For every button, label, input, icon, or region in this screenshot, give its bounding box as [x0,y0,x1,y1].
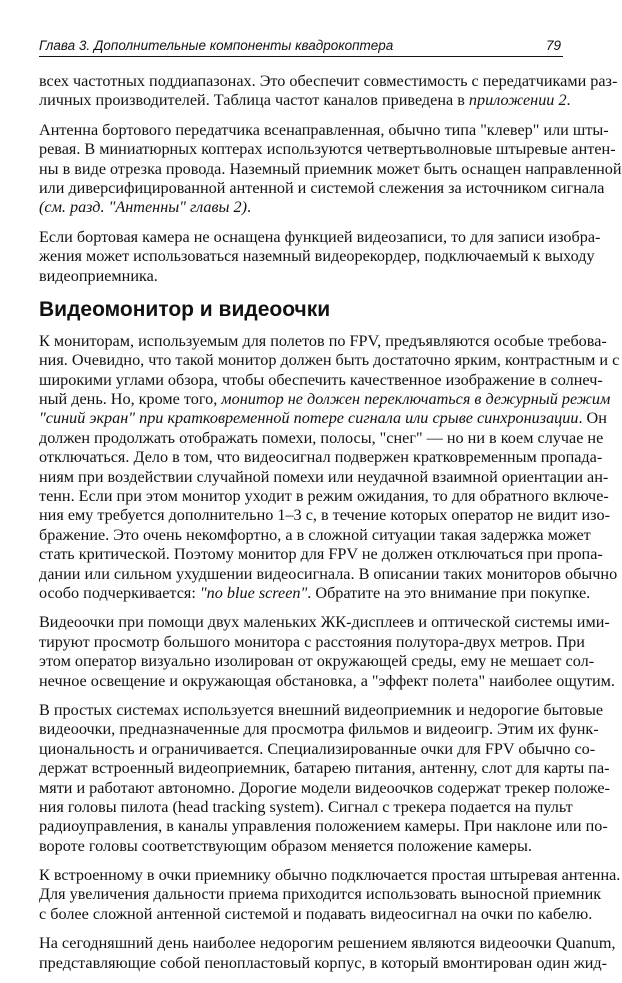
text-line [39,390,611,409]
text-segment: ния ему требуется дополнительно 1–3 с, в течение которых оператор не видит изо- [39,506,610,525]
text-line [39,700,604,720]
text-line [39,247,595,266]
text-line [39,797,573,817]
italic-text: монитор не должен переключаться в дежурный режим [221,390,611,409]
text-segment: этом оператор визуально изолирован от окружающей среды, ему не мешает сол- [39,652,595,671]
text-line [39,487,609,506]
paragraph [39,934,616,973]
italic-text: "no blue screen" [199,583,308,602]
page-body [39,72,622,983]
text-segment: ревая. В миниатюрных коптерах используются четвертьволновые штыревые антен- [39,140,616,159]
text-segment: ны в виде отрезка провода. Наземный приемник может быть оснащен направленной [39,159,622,178]
text-line [39,652,595,671]
text-line [39,671,615,691]
text-segment: В простых системах используется внешний видеоприемник и недорогие бытовые [39,700,604,719]
text-segment: особо подчеркивается: [39,583,200,602]
text-segment: вороте головы соответствующим образом меняется положение камеры. [39,836,532,855]
text-segment: жения может использоваться наземный видеорекордер, подключаемый к выходу [39,247,595,266]
text-line [39,91,571,110]
text-line [39,159,622,179]
text-segment: широкими углами обзора, чтобы обеспечить качественное изображение в солнеч- [39,370,603,389]
text-segment: . Он [578,409,607,428]
text-line [39,140,616,159]
text-segment: личных производителей. Таблица частот каналов приведена в [39,91,469,110]
text-segment: ния головы пилота (head tracking system). Сигнал с трекера подается на пульт [39,797,573,816]
text-line [39,720,599,739]
italic-text: (см. разд. "Антенны" главы 2) [39,198,248,217]
text-line [39,778,610,798]
text-line [39,370,603,390]
text-segment: бражение. Это очень некомфортно, а в сложной ситуации такая задержка может [39,525,591,544]
paragraph [39,331,620,603]
text-line [39,506,610,525]
text-segment: видеоприемника. [39,266,158,285]
text-segment: с более сложной антенной системой и подавать видеосигнал на очки по кабелю. [39,904,593,923]
text-line [39,759,610,778]
paragraph [39,700,610,856]
text-segment: циональность и ограничивается. Специализированные очки для FPV обычно со- [39,739,596,758]
section-heading: Видеомонитор и видеоочки [39,297,331,321]
text-line [39,545,603,564]
italic-text: приложении 2 [468,91,567,110]
paragraph [39,866,621,924]
text-segment: Если бортовая камера не оснащена функцией видеозаписи, то для записи изобра- [39,227,601,246]
text-line [39,904,593,924]
text-segment: или диверсифицированной антенной и системой слежения за источником сигнала [39,178,605,197]
text-line [39,120,609,140]
text-segment: Видеоочки при помощи двух маленьких ЖК-дисплеев и оптической системы ими- [39,613,610,632]
text-line [39,837,563,856]
text-line [39,72,618,91]
text-segment: . [247,198,252,217]
text-line [39,632,585,652]
text-segment: стать критической. Поэтому монитор для FPV не должен отключаться при пропа- [39,545,603,564]
text-line [39,331,607,351]
text-segment: ный день. Но, кроме того, [39,390,222,409]
text-line [39,866,621,885]
text-segment: видеоочки, предназначенные для просмотра фильмов и видеоигр. Этим их функ- [39,720,599,739]
text-segment: На сегодняшний день наиболее недорогим решением являются видеоочки Quanum, [39,934,616,953]
chapter-title: Глава 3. Дополнительные компоненты квадрокоптера [39,38,394,53]
text-line [39,613,610,632]
text-segment: всех частотных поддиапазонах. Это обеспечит совместимость с передатчиками раз- [39,72,618,90]
text-line [39,885,602,904]
text-line [39,428,604,448]
text-segment: держат встроенный видеоприемник, батарею питания, антенну, слот для карты па- [39,759,610,778]
text-line [39,467,609,487]
text-segment: отключаться. Дело в том, что видеосигнал подвержен кратковременным пропада- [39,448,603,467]
text-segment: . [566,91,571,110]
text-line [39,351,620,370]
text-line [39,448,603,467]
text-segment: ния. Очевидно, что такой монитор должен быть достаточно ярким, контрастным и с [39,351,620,370]
text-line [39,583,591,603]
text-segment: дании или сильном ухудшении видеосигнала. В описании таких мониторов обычно [39,564,618,583]
text-segment: Для увеличения дальности приема приходится использовать выносной приемник [39,885,602,904]
text-segment: радиоуправления, в каналы управления положением камеры. При наклоне или по- [39,817,608,836]
text-segment: ниям при воздействии случайной помехи или неудачной взаимной ориентации ан- [39,467,609,486]
page-number: 79 [545,38,561,53]
text-segment: К встроенному в очки приемнику обычно подключается простая штыревая антенна. [39,866,621,885]
text-segment: Антенна бортового передатчика всенаправленная, обычно типа "клевер" или шты- [39,120,609,139]
text-line [39,817,608,836]
paragraph [39,227,601,286]
text-segment: должен продолжать отображать помехи, полосы, "снег" — но ни в коем случае не [39,428,604,447]
text-segment: К мониторам, используемым для полетов по FPV, предъявляются особые требова- [39,331,607,350]
text-line [39,227,601,247]
text-segment: тируют просмотр большого монитора с расстояния полутора-двух метров. При [39,632,585,651]
text-line [39,178,605,198]
text-segment: . Обратите на это внимание при покупке. [307,583,591,602]
paragraph [39,120,622,218]
text-line [39,934,616,953]
paragraph [39,613,615,691]
text-segment: тенн. Если при этом монитор уходит в режим ожидания, то для обратного включе- [39,487,609,506]
text-line [39,198,563,217]
text-line [39,564,618,584]
text-segment: мяти и работают автономно. Дорогие модели видеоочков содержат трекер положе- [39,778,610,797]
paragraph [39,72,618,111]
text-line [39,409,607,428]
italic-text: "синий экран" при кратковременной потере сигнала или срыве синхронизации [39,409,579,428]
text-line [39,525,591,545]
running-header [39,34,563,57]
text-line [39,267,563,286]
text-segment: нечное освещение и окружающая обстановка, а "эффект полета" наиболее ощутим. [39,671,615,690]
text-segment: представляющие собой пенопластовый корпус, в который вмонтирован один жид- [39,953,608,972]
text-line [39,739,596,759]
text-line [39,953,608,973]
